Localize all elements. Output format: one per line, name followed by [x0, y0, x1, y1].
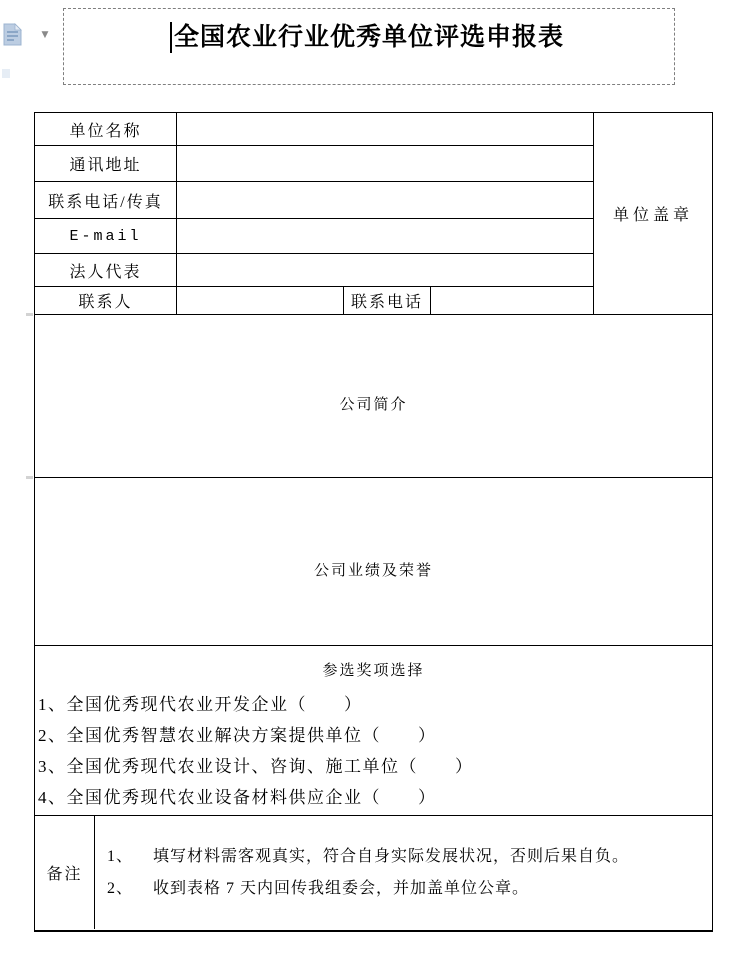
- award-option-1[interactable]: 1、全国优秀现代农业开发企业（ ）: [38, 695, 363, 714]
- remarks-row-cell: [35, 816, 713, 931]
- paste-dropdown-arrow-icon[interactable]: ▼: [41, 30, 49, 40]
- row-boundary-marker: [26, 313, 33, 316]
- field-label-phone-fax: 联系电话/传真: [35, 182, 177, 219]
- remark-item-1-number: 1、: [107, 848, 134, 866]
- company-honors-cell[interactable]: [35, 478, 713, 646]
- company-intro-heading: 公司简介: [339, 396, 408, 413]
- field-label-legal-rep: 法人代表: [35, 254, 177, 287]
- table-row: [35, 646, 713, 816]
- paste-clipboard-icon[interactable]: [3, 23, 22, 46]
- field-value-address[interactable]: [177, 146, 594, 182]
- unit-seal-cell: 单位盖章: [594, 113, 713, 315]
- partial-page-icon: [2, 69, 10, 78]
- award-option-2[interactable]: 2、全国优秀智慧农业解决方案提供单位（ ）: [38, 726, 437, 745]
- paste-options-widget[interactable]: [2, 22, 54, 52]
- award-option-4[interactable]: 4、全国优秀现代农业设备材料供应企业（ ）: [38, 788, 437, 807]
- company-honors-heading: 公司业绩及荣誉: [314, 562, 434, 579]
- remark-item-1: [107, 841, 706, 873]
- table-row: [35, 315, 713, 478]
- page-title: 全国农业行业优秀单位评选申报表: [174, 22, 564, 54]
- remark-item-1-text: 填写材料需客观真实，符合自身实际发展状况，否则后果自负。: [153, 848, 630, 866]
- remark-item-2-text: 收到表格 7 天内回传我组委会，并加盖单位公章。: [153, 880, 530, 898]
- remark-item-2: [107, 873, 706, 905]
- title-text-frame[interactable]: [63, 8, 675, 85]
- row-boundary-marker: [26, 476, 33, 479]
- remarks-label: 备注: [35, 816, 95, 929]
- field-label-contact-phone: 联系电话: [344, 287, 431, 315]
- field-value-legal-rep[interactable]: [177, 254, 594, 287]
- field-label-unit-name: 单位名称: [35, 113, 177, 146]
- field-value-phone-fax[interactable]: [177, 182, 594, 219]
- awards-selection-cell: [35, 646, 713, 816]
- field-label-email: E-mail: [35, 219, 177, 254]
- awards-heading: 参选奖项选择: [322, 663, 425, 679]
- table-row: [35, 816, 713, 931]
- remarks-body: [95, 816, 712, 929]
- application-form-table: [34, 112, 713, 932]
- field-label-contact-person: 联系人: [35, 287, 177, 315]
- table-row: [35, 478, 713, 646]
- remark-item-2-number: 2、: [107, 880, 134, 898]
- field-value-contact-person[interactable]: [177, 287, 344, 315]
- award-option-3[interactable]: 3、全国优秀现代农业设计、咨询、施工单位（ ）: [38, 757, 474, 776]
- company-intro-cell[interactable]: [35, 315, 713, 478]
- text-cursor: [170, 22, 172, 53]
- table-row: [35, 113, 713, 146]
- field-label-address: 通讯地址: [35, 146, 177, 182]
- field-value-contact-phone[interactable]: [431, 287, 594, 315]
- field-value-unit-name[interactable]: [177, 113, 594, 146]
- field-value-email[interactable]: [177, 219, 594, 254]
